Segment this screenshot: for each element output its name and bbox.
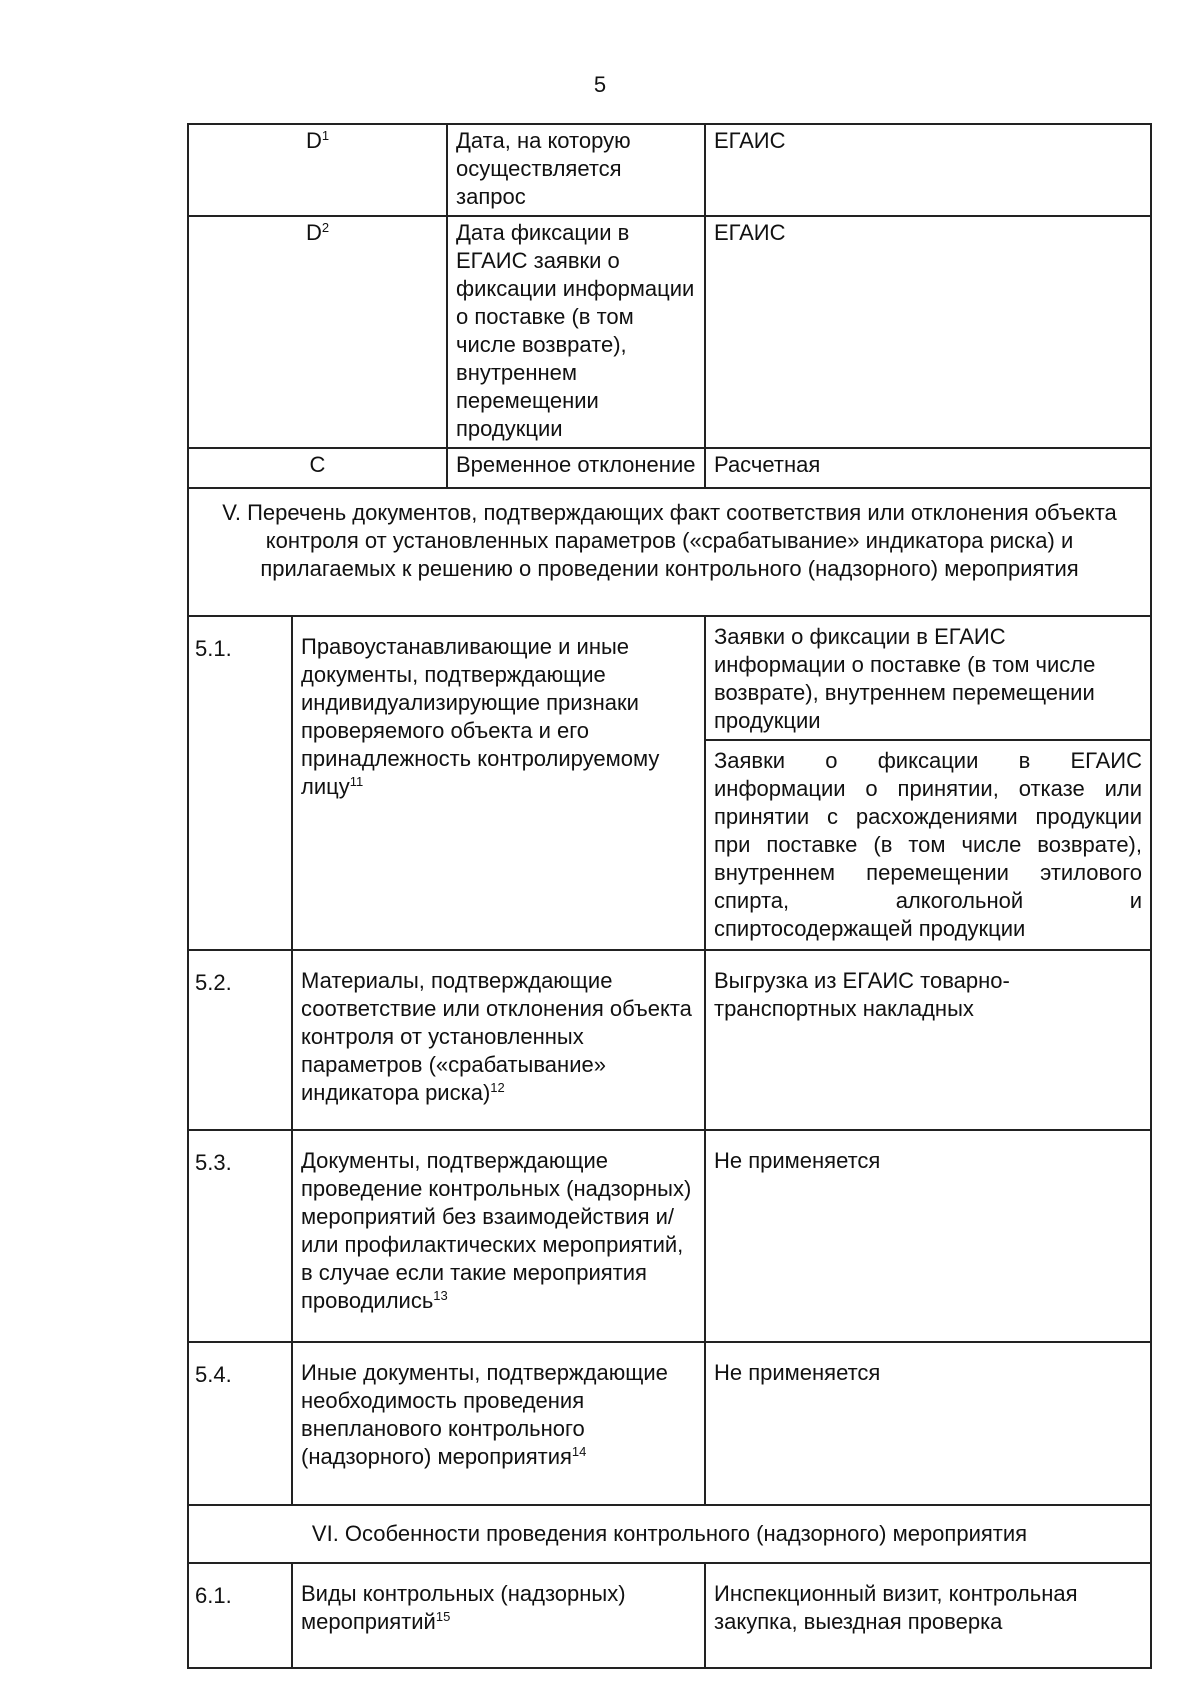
source-cell: Расчетная [705,448,1151,488]
row-description [292,1130,705,1342]
row-value: Инспекционный визит, контрольная закупка, выездная проверка [705,1563,1151,1668]
footnote-marker: 13 [433,1288,448,1303]
description-cell: Дата фиксации в ЕГАИС заявки о фиксации информации о поставке (в том числе возврате), внутреннем перемещении продукции [447,216,705,448]
row-description-text: Материалы, подтверждающие соответствие или отклонения объекта контроля от установленных параметров («срабатывание» индикатора риска) [301,968,692,1105]
designation: D [305,220,322,245]
row-number: 5.4. [188,1342,292,1505]
row-value: Выгрузка из ЕГАИС товарно-транспортных накладных [705,950,1151,1130]
source-cell: ЕГАИС [705,124,1151,216]
row-description [292,950,705,1130]
section-header-row [188,488,1151,616]
table-row-5-4 [188,1342,1151,1505]
table-row-6-1 [188,1563,1151,1668]
row-description-text: Иные документы, подтверждающие необходимость проведения внепланового контрольного (надзорного) мероприятия [301,1360,668,1469]
footnote-marker: 15 [435,1609,451,1624]
row-number: 6.1. [188,1563,292,1668]
footnote-marker: 11 [349,774,364,789]
table-row-c [188,448,1151,488]
table-row-5-3 [188,1130,1151,1342]
row-description [292,1563,705,1668]
row-value: Заявки о фиксации в ЕГАИС информации о поставке (в том числе возврате), внутреннем перемещении продукции [705,616,1151,740]
description-cell: Дата, на которую осуществляется запрос [447,124,705,216]
footnote-marker: 12 [490,1080,505,1095]
row-description [292,1342,705,1505]
section-5-title: V. Перечень документов, подтверждающих факт соответствия или отклонения объекта контроля от установленных параметров («срабатывание» индикатора риска) и прилагаемых к решению о проведении контрольного (надзорного) мероприятия [188,488,1151,616]
row-number: 5.1. [188,616,292,950]
row-description-text: Правоустанавливающие и иные документы, подтверждающие индивидуализирующие признаки проверяемого объекта и его принадлежность контролируемому лицу [301,634,660,799]
section-header-row [188,1505,1151,1563]
table-row-d1 [188,124,1151,216]
table-row-5-1 [188,616,1151,740]
table-row-5-2 [188,950,1151,1130]
designation: D [305,128,322,153]
row-description-text: Виды контрольных (надзорных) мероприятий [301,1581,626,1634]
designation-cell: C [188,448,447,488]
table-row-d2 [188,216,1151,448]
designation-superscript: 1 [321,128,330,143]
footnote-marker: 14 [571,1444,587,1459]
row-value: Не применяется [705,1342,1151,1505]
designation-superscript: 2 [321,220,330,235]
section-6-title: VI. Особенности проведения контрольного (надзорного) мероприятия [188,1505,1151,1563]
row-number: 5.3. [188,1130,292,1342]
row-description-text: Документы, подтверждающие проведение контрольных (надзорных) мероприятий без взаимодействия и/или профилактических мероприятий, в случае если такие мероприятия проводились [301,1148,692,1313]
row-value: Заявки о фиксации в ЕГАИС информации о принятии, отказе или принятии с расхождениями продукции при поставке (в том числе возврате), внутреннем перемещении этилового спирта, алкогольной и спиртосодержащей продукции [705,740,1151,950]
row-description [292,616,705,950]
page-number: 5 [593,72,607,97]
designation-cell [188,124,447,216]
row-value: Не применяется [705,1130,1151,1342]
row-number: 5.2. [188,950,292,1130]
designation-cell [188,216,447,448]
description-cell: Временное отклонение [447,448,705,488]
source-cell: ЕГАИС [705,216,1151,448]
document-table [187,123,1152,1669]
